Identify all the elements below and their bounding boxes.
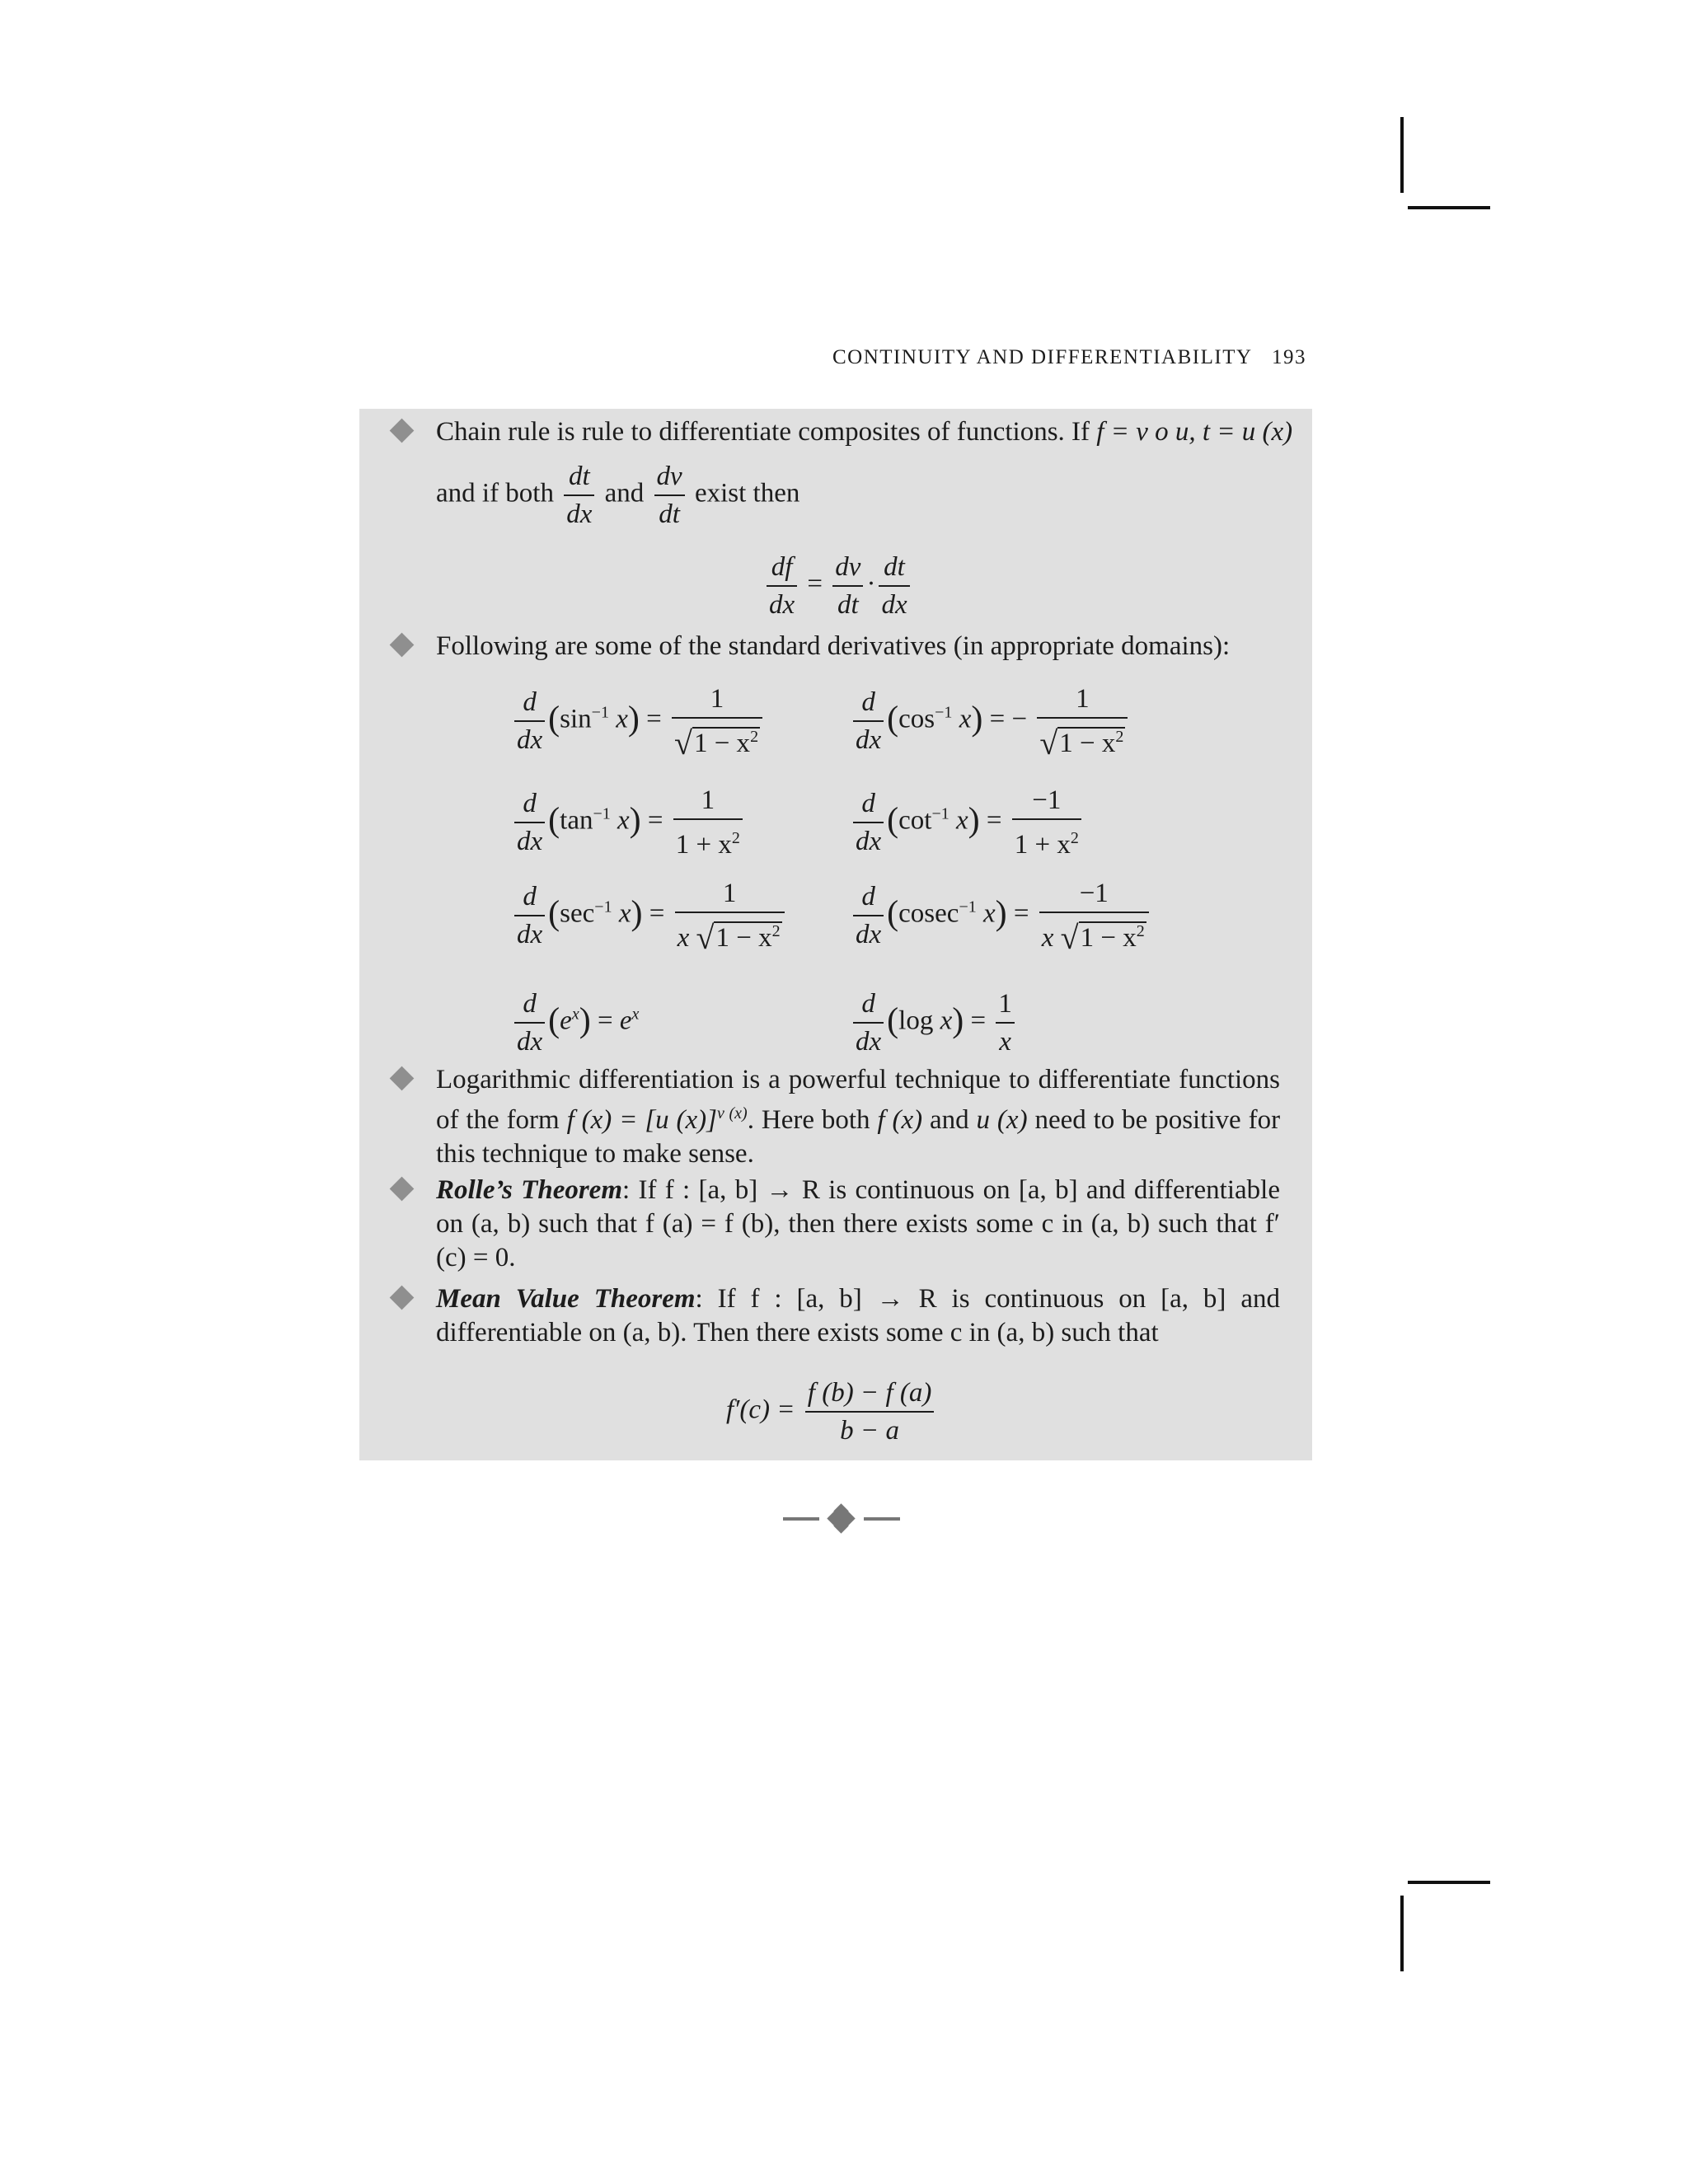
crop-mark-top-vertical <box>1400 117 1404 193</box>
chain-rule-line2: and if both $\frac{dt}{dx}$ and $\frac{dv}{dt}$ exist then <box>436 458 1280 532</box>
bullet-diamond <box>390 419 415 443</box>
bullet-diamond <box>390 1177 415 1202</box>
crop-mark-bottom-horizontal <box>1408 1881 1490 1884</box>
fraction-dt-dx: $\frac{dt}{dx}$ <box>564 458 594 532</box>
section-end-ornament <box>783 1503 900 1533</box>
derivative-arcsec: $\frac{d}{dx}$ ($\sec^{-1}$ x) = $\frac{1}{x √1 - x^2}$ <box>511 875 788 956</box>
page-number: 193 <box>1272 346 1306 368</box>
derivative-log: $\frac{d}{dx}$ (log x) = $\frac{1}{x}$ <box>850 986 1018 1060</box>
bullet-diamond <box>390 1066 415 1091</box>
header-title: CONTINUITY AND DIFFERENTIABILITY <box>832 346 1253 368</box>
derivative-exp: $\frac{d}{dx}$ $(e^x) = e^x$ <box>511 986 639 1060</box>
crop-mark-bottom-vertical <box>1400 1896 1404 1971</box>
summary-box <box>359 409 1312 1460</box>
derivative-arcsin: $\frac{d}{dx}$ ($\sin^{-1}$ x) = $\frac{1}{√1 - x^2}$ <box>511 681 766 762</box>
fraction-dv-dt: $\frac{dv}{dt}$ <box>654 458 685 532</box>
derivative-arctan: $\frac{d}{dx}$ ($\tan^{-1}$ x) = $\frac{1}{1 + x^2}$ <box>511 782 746 863</box>
mean-value-formula: f′(c) = $\frac{f (b) - f (a)}{b - a}$ <box>726 1375 937 1449</box>
bullet-diamond <box>390 1286 415 1310</box>
logarithmic-differentiation-text: Logarithmic differentiation is a powerful technique to differentiate functions of the form f (x) = [u (x)]$^{v (x)}$. Here both f (x) and u (x) need to be positive for this technique to make sense. <box>436 1065 1281 1169</box>
rolles-theorem-text: Rolle’s Theorem: If f : [a, b] → R is continuous on [a, b] and differentiable on (a, b) such that f (a) = f (b), then there exists some c in (a, b) such that f′(c) = 0. <box>436 1175 1280 1272</box>
running-header <box>832 346 1306 379</box>
crop-mark-top-horizontal <box>1408 206 1490 209</box>
bullet-diamond <box>390 633 415 658</box>
derivative-arccosec: $\frac{d}{dx}$ (cosec$^{-1}$ x) = $\frac{-1}{x √1 - x^2}$ <box>850 875 1152 956</box>
chain-rule-formula: $\frac{df}{dx}$ = $\frac{dv}{dt}$ · $\frac{dt}{dx}$ <box>763 549 913 623</box>
chain-rule-line1: Chain rule is rule to differentiate composites of functions. If f = v o u, t = u (x) <box>436 417 1293 447</box>
derivative-arccot: $\frac{d}{dx}$ ($\cot^{-1}$ x) = $\frac{-1}{1 + x^2}$ <box>850 782 1085 863</box>
mean-value-theorem-text: Mean Value Theorem: If f : [a, b] → R is continuous on [a, b] and differentiable on (a, b). Then there exists some c in (a, b) such that <box>436 1284 1280 1347</box>
standard-derivatives-intro: Following are some of the standard derivatives (in appropriate domains): <box>436 631 1231 661</box>
derivative-arccos: $\frac{d}{dx}$ ($\cos^{-1}$ x) = − $\frac{1}{√1 - x^2}$ <box>850 681 1131 762</box>
